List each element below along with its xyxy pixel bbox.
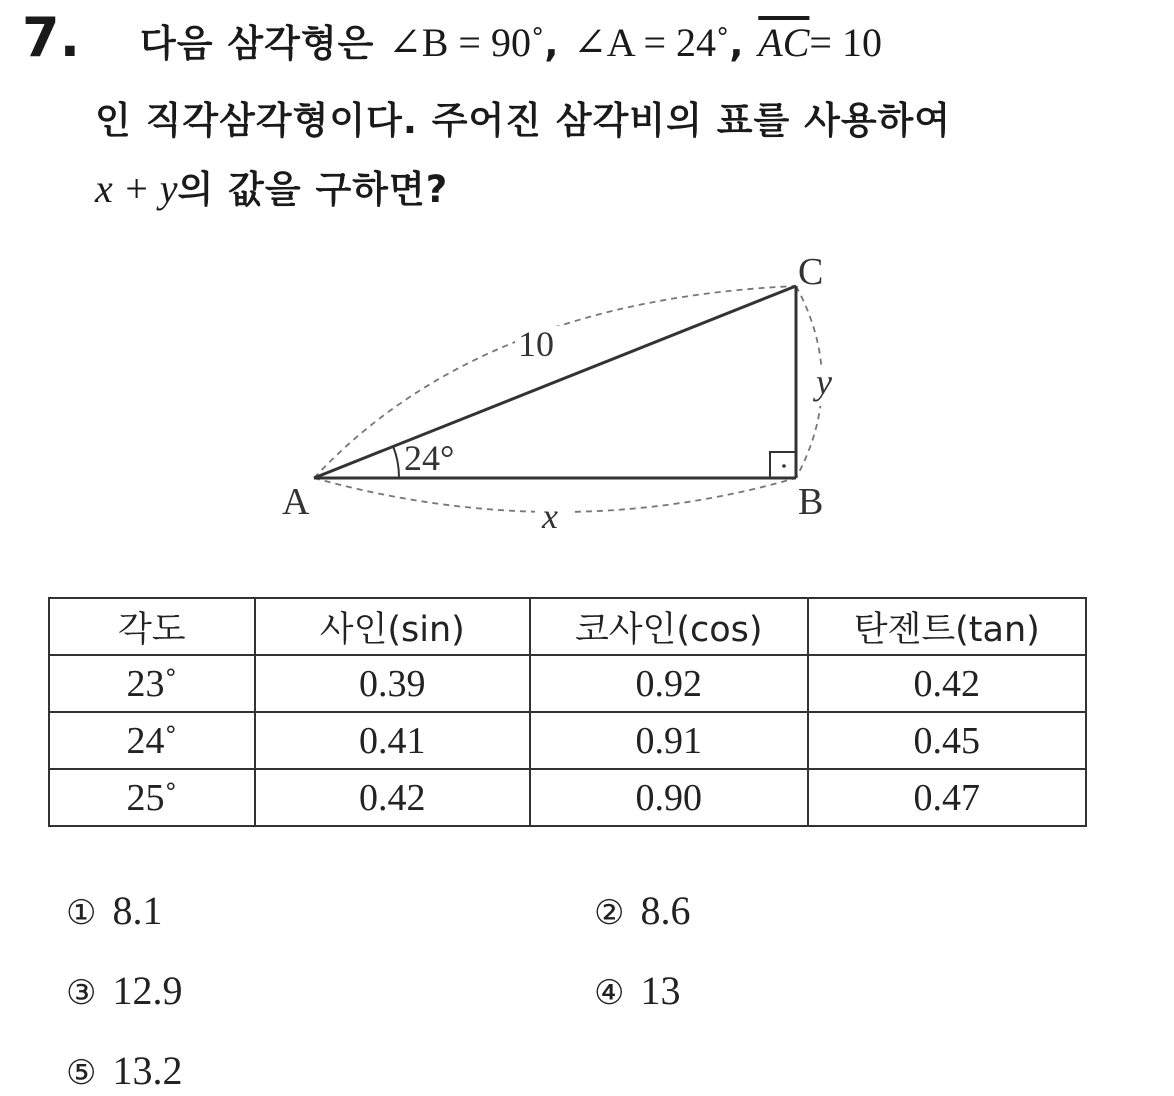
choice-value: 8.1 — [112, 888, 163, 933]
cell-angle: 24˚ — [49, 712, 255, 769]
right-angle-dot — [782, 464, 786, 468]
table-row — [49, 769, 1086, 826]
choice-value: 13.2 — [112, 1048, 183, 1093]
table-row — [49, 655, 1086, 712]
choice-5[interactable] — [66, 1047, 182, 1094]
question-text-1: 다음 삼각형은 — [140, 22, 375, 65]
cell-tan: 0.45 — [808, 712, 1087, 769]
choice-marker: ③ — [66, 973, 97, 1013]
angle-a-arc — [393, 446, 399, 478]
cell-cos: 0.91 — [530, 712, 807, 769]
choice-1[interactable] — [66, 887, 162, 934]
cell-cos: 0.90 — [530, 769, 807, 826]
table-row — [49, 712, 1086, 769]
vertex-label-a: A — [282, 481, 310, 523]
vertex-label-c: C — [798, 251, 824, 293]
cell-angle: 25˚ — [49, 769, 255, 826]
choice-2[interactable] — [594, 887, 690, 934]
height-label: y — [816, 362, 832, 402]
cell-sin: 0.41 — [255, 712, 530, 769]
separator-2: , — [729, 22, 745, 65]
condition-ac-value: = 10 — [809, 20, 882, 65]
header-sin: 사인(sin) — [255, 598, 530, 655]
question-number: 7. — [22, 6, 81, 69]
header-tan: 탄젠트(tan) — [808, 598, 1087, 655]
choice-4[interactable] — [594, 967, 680, 1014]
header-cos: 코사인(cos) — [530, 598, 807, 655]
choice-marker: ① — [66, 893, 97, 933]
choice-marker: ④ — [594, 973, 625, 1013]
cell-sin: 0.42 — [255, 769, 530, 826]
expression-x-plus-y: x + y — [95, 166, 178, 211]
choice-marker: ② — [594, 893, 625, 933]
angle-label: 24° — [404, 438, 455, 478]
choice-marker: ⑤ — [66, 1053, 97, 1093]
vertex-label-b: B — [798, 481, 824, 523]
choice-value: 13 — [640, 968, 681, 1013]
question-line-2: 인 직각삼각형이다. 주어진 삼각비의 표를 사용하여 — [95, 99, 952, 142]
separator-1: , — [544, 22, 560, 65]
cell-cos: 0.92 — [530, 655, 807, 712]
condition-angle-b: ∠B = 90˚ — [388, 20, 545, 65]
choice-3[interactable] — [66, 967, 182, 1014]
trig-table — [48, 597, 1087, 827]
header-angle: 각도 — [49, 598, 255, 655]
side-ac — [314, 286, 796, 478]
table-header-row — [49, 598, 1086, 655]
cell-tan: 0.47 — [808, 769, 1087, 826]
hypotenuse-label: 10 — [518, 324, 554, 364]
choice-value: 12.9 — [112, 968, 183, 1013]
cell-sin: 0.39 — [255, 655, 530, 712]
cell-tan: 0.42 — [808, 655, 1087, 712]
question-text-3: 의 값을 구하면? — [177, 168, 449, 211]
base-label: x — [542, 496, 558, 536]
choice-value: 8.6 — [640, 888, 691, 933]
cell-angle: 23˚ — [49, 655, 255, 712]
condition-angle-a: ∠A = 24˚ — [573, 20, 730, 65]
condition-segment-ac: $\overline{AC}$ — [758, 20, 810, 65]
